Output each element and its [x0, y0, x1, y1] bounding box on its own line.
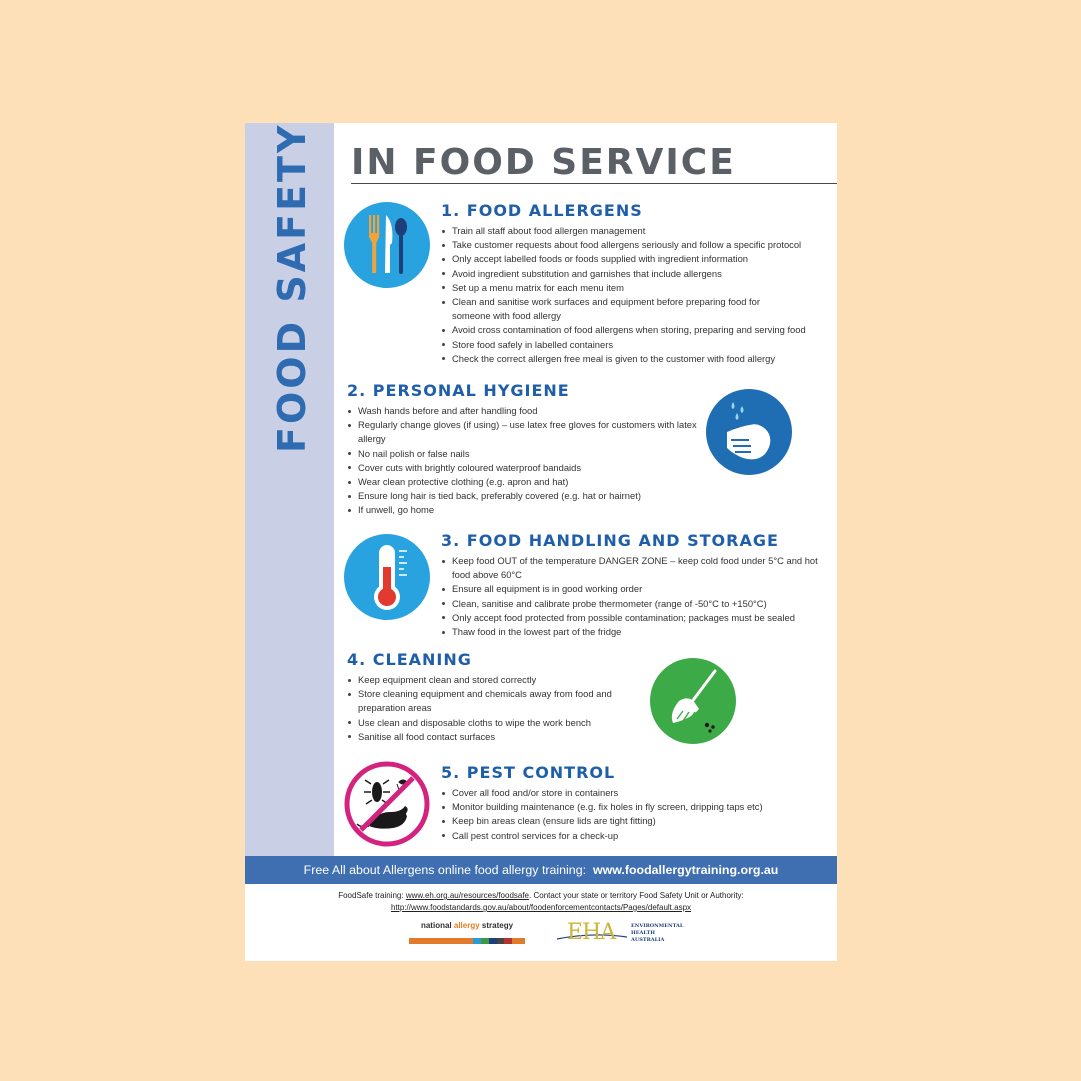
section-heading: 1. FOOD ALLERGENS — [441, 201, 643, 220]
training-link[interactable]: www.foodallergytraining.org.au — [592, 863, 779, 877]
list-item: Avoid cross contamination of food allergens when storing, preparing and serving food — [441, 323, 831, 337]
no-pests-icon — [343, 760, 431, 848]
eha-line-2: HEALTH — [631, 930, 655, 936]
list-item: Regularly change gloves (if using) – use latex free gloves for customers with latex allergy — [347, 418, 697, 446]
section-heading: 2. PERSONAL HYGIENE — [347, 381, 570, 400]
nas-logo-part1: national — [420, 921, 452, 930]
list-item: Cover all food and/or store in containers — [441, 786, 821, 800]
eha-logo — [557, 920, 697, 950]
list-item: Clean, sanitise and calibrate probe thermometer (range of -50°C to +150°C) — [441, 597, 821, 611]
eha-line-3: AUSTRALIA — [631, 937, 665, 943]
sidebar-band — [245, 123, 334, 856]
list-item: No nail polish or false nails — [347, 447, 697, 461]
bullet-list — [347, 673, 647, 744]
broom-icon — [649, 657, 737, 745]
list-item: Take customer requests about food allergens seriously and follow a specific protocol — [441, 238, 831, 252]
bullet-list — [347, 404, 697, 518]
list-item: Keep bin areas clean (ensure lids are tight fitting) — [441, 814, 821, 828]
list-item: Cover cuts with brightly coloured waterproof bandaids — [347, 461, 697, 475]
section-personal-hygiene — [347, 381, 697, 518]
section-heading: 5. PEST CONTROL — [441, 763, 616, 782]
nas-logo-part3: strategy — [481, 921, 514, 930]
section-cleaning — [347, 650, 647, 744]
training-banner — [245, 856, 837, 884]
list-item: Check the correct allergen free meal is given to the customer with food allergy — [441, 352, 831, 366]
cutlery-icon — [343, 201, 431, 289]
foodsafe-link[interactable]: www.eh.org.au/resources/foodsafe — [405, 891, 530, 900]
section-heading: 3. FOOD HANDLING AND STORAGE — [441, 531, 779, 550]
list-item: Use clean and disposable cloths to wipe the work bench — [347, 716, 647, 730]
list-item: Wash hands before and after handling food — [347, 404, 697, 418]
section-food-handling-storage — [441, 531, 821, 639]
list-item: Store cleaning equipment and chemicals away from food and preparation areas — [347, 687, 647, 715]
list-item: Call pest control services for a check-up — [441, 829, 821, 843]
list-item: Thaw food in the lowest part of the fridge — [441, 625, 821, 639]
thermometer-icon — [343, 533, 431, 621]
bullet-list — [441, 224, 831, 366]
handwashing-icon — [705, 388, 793, 476]
list-item: Keep food OUT of the temperature DANGER ZONE – keep cold food under 5°C and hot food above 60°C — [441, 554, 821, 582]
list-item: Only accept labelled foods or foods supplied with ingredient information — [441, 252, 831, 266]
contact-text: . Contact your state or territory Food Safety Unit or Authority: — [529, 891, 744, 900]
section-pest-control — [441, 763, 821, 843]
list-item: Keep equipment clean and stored correctly — [347, 673, 647, 687]
list-item: Only accept food protected from possible contamination; packages must be sealed — [441, 611, 821, 625]
list-item: Clean and sanitise work surfaces and equipment before preparing food for someone with food allergy — [441, 295, 792, 323]
eha-line-1: ENVIRONMENTAL — [631, 923, 684, 929]
title-divider — [351, 183, 837, 184]
nas-logo-part2: allergy — [453, 921, 480, 930]
section-heading: 4. CLEANING — [347, 650, 472, 669]
list-item: Train all staff about food allergen management — [441, 224, 831, 238]
banner-text: Free All about Allergens online food allergy training: — [303, 863, 587, 877]
list-item: Ensure all equipment is in good working order — [441, 582, 821, 596]
nas-color-bar — [409, 938, 525, 944]
list-item: Monitor building maintenance (e.g. fix holes in fly screen, dripping taps etc) — [441, 800, 821, 814]
page-title: IN FOOD SERVICE — [351, 142, 736, 183]
footer-contacts — [245, 890, 837, 914]
list-item: Sanitise all food contact surfaces — [347, 730, 647, 744]
bullet-list — [441, 786, 821, 843]
list-item: Store food safely in labelled containers — [441, 338, 831, 352]
list-item: Set up a menu matrix for each menu item — [441, 281, 831, 295]
foodstandards-link[interactable]: http://www.foodstandards.gov.au/about/foodenforcementcontacts/Pages/default.aspx — [390, 903, 692, 912]
list-item: Ensure long hair is tied back, preferably covered (e.g. hat or hairnet) — [347, 489, 697, 503]
list-item: Avoid ingredient substitution and garnishes that include allergens — [441, 267, 831, 281]
foodsafe-label: FoodSafe training: — [338, 891, 404, 900]
bullet-list — [441, 554, 821, 639]
side-title: FOOD SAFETY — [270, 123, 314, 453]
food-safety-poster — [245, 123, 837, 961]
section-food-allergens — [441, 201, 831, 366]
eha-mark: EHA — [567, 920, 616, 945]
national-allergy-strategy-logo — [409, 920, 525, 950]
list-item: If unwell, go home — [347, 503, 697, 517]
eha-wordmark — [631, 923, 683, 944]
list-item: Wear clean protective clothing (e.g. apron and hat) — [347, 475, 697, 489]
